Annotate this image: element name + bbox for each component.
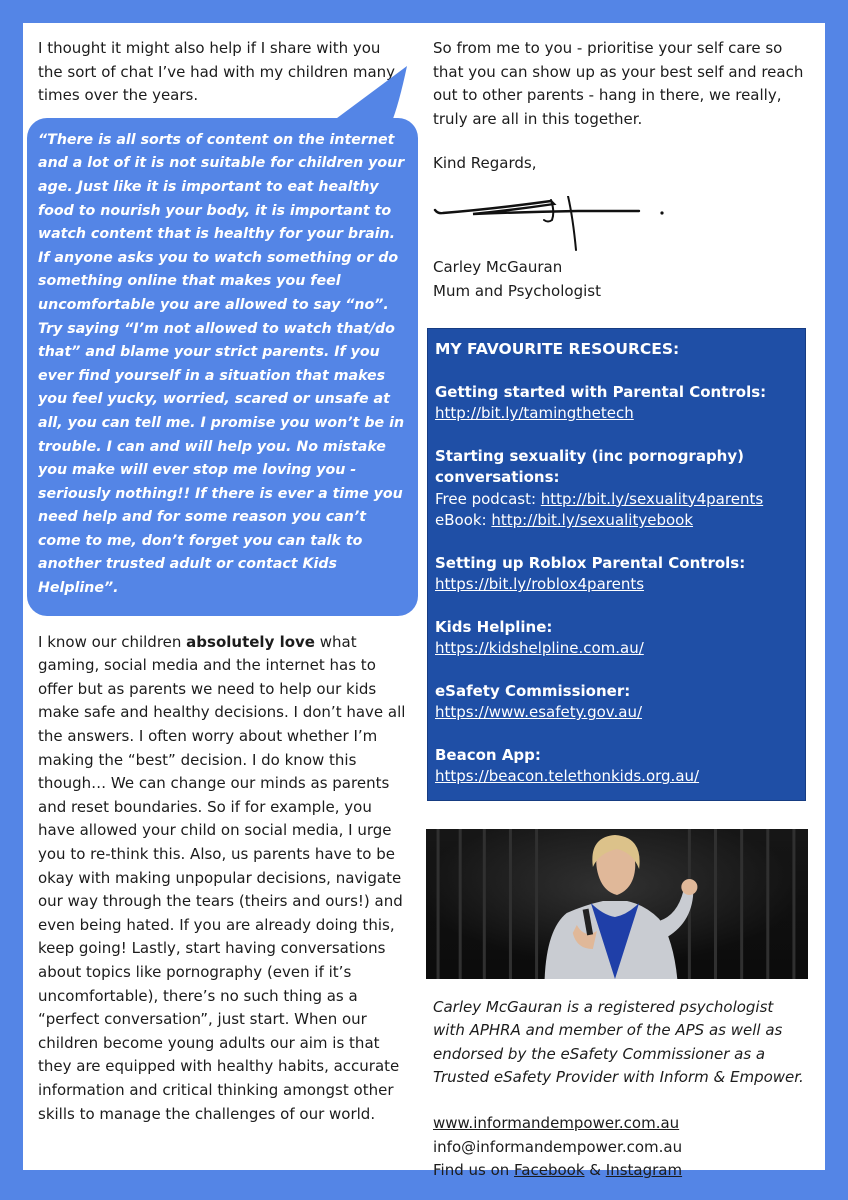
resource-link[interactable]: http://bit.ly/tamingthetech (435, 404, 634, 423)
signature-image (433, 196, 673, 256)
podcast-label: Free podcast: (435, 489, 541, 508)
resource-heading: Starting sexuality (inc pornography) conversations: (435, 446, 744, 487)
ampersand-text: & (584, 1161, 606, 1180)
resource-beacon (435, 745, 795, 788)
resource-kids-helpline (435, 617, 795, 660)
body-text-start: I know our children (38, 632, 187, 651)
find-us-label: Find us on (433, 1161, 515, 1180)
resource-sexuality (435, 446, 795, 532)
instagram-link[interactable]: Instagram (605, 1161, 683, 1180)
speaker-photo (426, 829, 808, 979)
photo-caption: Carley McGauran is a registered psychologist with APHRA and member of the APS as well as endorsed by the eSafety Commissioner as a Trusted eSafety Provider with Inform & Empower. (433, 997, 804, 1087)
website-link[interactable]: www.informandempower.com.au (433, 1114, 680, 1133)
quote-text: “There is all sorts of content on the internet and a lot of it is not suitable for children your age. Just like it is important to eat healthy food to nourish your body, it is important to watch content that is healthy for your brain. If anyone asks you to watch something or do something online that makes you feel uncomfortable you are allowed to say “no”. Try saying “I’m not allowed to watch that/do that” and blame your strict parents. If you ever find yourself in a situation that makes you feel yucky, worried, scared or unsafe at all, you can tell me. I promise you won’t be in trouble. I can and will help you. No mistake you make will ever stop me loving you - seriously nothing!! If there is ever a time you need help and for some reason you can’t come to me, don’t forget you can talk to another trusted adult or contact Kids Helpline”. (27, 118, 418, 616)
podcast-link[interactable]: http://bit.ly/sexuality4parents (540, 489, 764, 508)
regards-text: Kind Regards, (433, 154, 537, 173)
resources-box (427, 328, 806, 801)
ebook-label: eBook: (435, 511, 492, 530)
resource-heading: Setting up Roblox Parental Controls: (435, 553, 746, 572)
page (23, 23, 825, 1180)
resource-heading: Beacon App: (435, 745, 541, 764)
resource-link[interactable]: https://beacon.telethonkids.org.au/ (435, 767, 700, 786)
ebook-link[interactable]: http://bit.ly/sexualityebook (491, 511, 694, 530)
resource-heading: Kids Helpline: (435, 617, 553, 636)
intro-paragraph: I thought it might also help if I share with you the sort of chat I’ve had with my children many times over the years. (38, 39, 396, 105)
closing-paragraph: So from me to you - prioritise your self care so that you can show up as your best self and reach out to other parents - hang in there, we really, truly are all in this together. (433, 39, 804, 128)
left-column (38, 37, 408, 1126)
resources-title: MY FAVOURITE RESOURCES: (435, 340, 680, 359)
author-name: Carley McGauran (433, 257, 563, 276)
body-text-bold: absolutely love (186, 632, 315, 651)
resource-link[interactable]: https://bit.ly/roblox4parents (435, 575, 645, 594)
speech-bubble-tail (329, 66, 409, 124)
resource-heading: eSafety Commissioner: (435, 681, 631, 700)
resource-esafety (435, 681, 795, 724)
right-column (433, 37, 805, 1183)
author-role: Mum and Psychologist (433, 281, 601, 300)
body-paragraph (38, 631, 408, 1126)
contact-info (433, 1112, 805, 1183)
email-text[interactable]: info@informandempower.com.au (433, 1137, 683, 1156)
resource-link[interactable]: https://www.esafety.gov.au/ (435, 703, 643, 722)
body-text-rest: what gaming, social media and the internet has to offer but as parents we need to help our kids make safe and healthy decisions. I don’t have all the answers. I often worry about whether I’m making the “best” decision. I do know this though… We can change our minds as parents and reset boundaries. So if for example, you have allowed your child on social media, I urge you to re-think this. Also, us parents have to be okay with making unpopular decisions, navigate our way through the tears (theirs and ours!) and even being hated. If you are already doing this, keep going! Lastly, start having conversations about topics like pornography (even if it’s uncomfortable), there’s no such thing as a “perfect conversation”, just start. When our children become young adults our aim is that they are equipped with healthy habits, accurate information and critical thinking amongst other skills to manage the challenges of our world. (38, 632, 406, 1123)
facebook-link[interactable]: Facebook (514, 1161, 585, 1180)
resource-parental-controls (435, 382, 795, 425)
resource-heading: Getting started with Parental Controls: (435, 382, 767, 401)
speaker-photo-illustration (426, 829, 808, 979)
resource-roblox (435, 553, 795, 596)
resource-link[interactable]: https://kidshelpline.com.au/ (435, 639, 644, 658)
speech-bubble (27, 118, 418, 616)
